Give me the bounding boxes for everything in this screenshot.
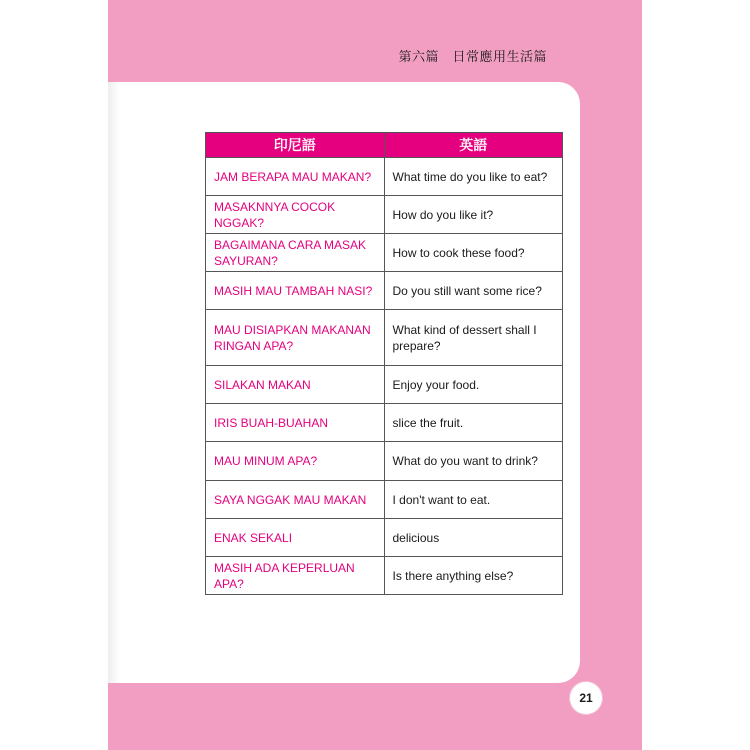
- page-gutter-shadow: [108, 82, 120, 683]
- english-phrase: Is there anything else?: [384, 557, 563, 595]
- table-row: [206, 158, 563, 196]
- english-phrase: slice the fruit.: [384, 404, 563, 442]
- header-english: 英語: [384, 133, 563, 158]
- indonesian-phrase: MASIH ADA KEPERLUAN APA?: [206, 557, 385, 595]
- english-phrase: How to cook these food?: [384, 234, 563, 272]
- table-row: [206, 557, 563, 595]
- table-row: [206, 310, 563, 366]
- page-number: 21: [570, 682, 602, 714]
- indonesian-phrase: MAU MINUM APA?: [206, 442, 385, 481]
- english-phrase: Enjoy your food.: [384, 366, 563, 404]
- indonesian-phrase: IRIS BUAH-BUAHAN: [206, 404, 385, 442]
- english-phrase: What time do you like to eat?: [384, 158, 563, 196]
- table-row: [206, 272, 563, 310]
- indonesian-phrase: MAU DISIAPKAN MAKANAN RINGAN APA?: [206, 310, 385, 366]
- indonesian-phrase: MASAKNNYA COCOK NGGAK?: [206, 196, 385, 234]
- english-phrase: I don't want to eat.: [384, 481, 563, 519]
- english-phrase: What kind of dessert shall I prepare?: [384, 310, 563, 366]
- table-header-row: [206, 133, 563, 158]
- chapter-title: 第六篇 日常應用生活篇: [398, 50, 547, 65]
- table-row: [206, 196, 563, 234]
- indonesian-phrase: JAM BERAPA MAU MAKAN?: [206, 158, 385, 196]
- phrase-table: [205, 132, 563, 595]
- indonesian-phrase: ENAK SEKALI: [206, 519, 385, 557]
- table-row: [206, 442, 563, 481]
- table-row: [206, 404, 563, 442]
- indonesian-phrase: MASIH MAU TAMBAH NASI?: [206, 272, 385, 310]
- table-row: [206, 366, 563, 404]
- header-indonesian: 印尼語: [206, 133, 385, 158]
- table-row: [206, 519, 563, 557]
- table-row: [206, 234, 563, 272]
- indonesian-phrase: SAYA NGGAK MAU MAKAN: [206, 481, 385, 519]
- english-phrase: What do you want to drink?: [384, 442, 563, 481]
- table-row: [206, 481, 563, 519]
- indonesian-phrase: SILAKAN MAKAN: [206, 366, 385, 404]
- english-phrase: delicious: [384, 519, 563, 557]
- english-phrase: Do you still want some rice?: [384, 272, 563, 310]
- indonesian-phrase: BAGAIMANA CARA MASAK SAYURAN?: [206, 234, 385, 272]
- english-phrase: How do you like it?: [384, 196, 563, 234]
